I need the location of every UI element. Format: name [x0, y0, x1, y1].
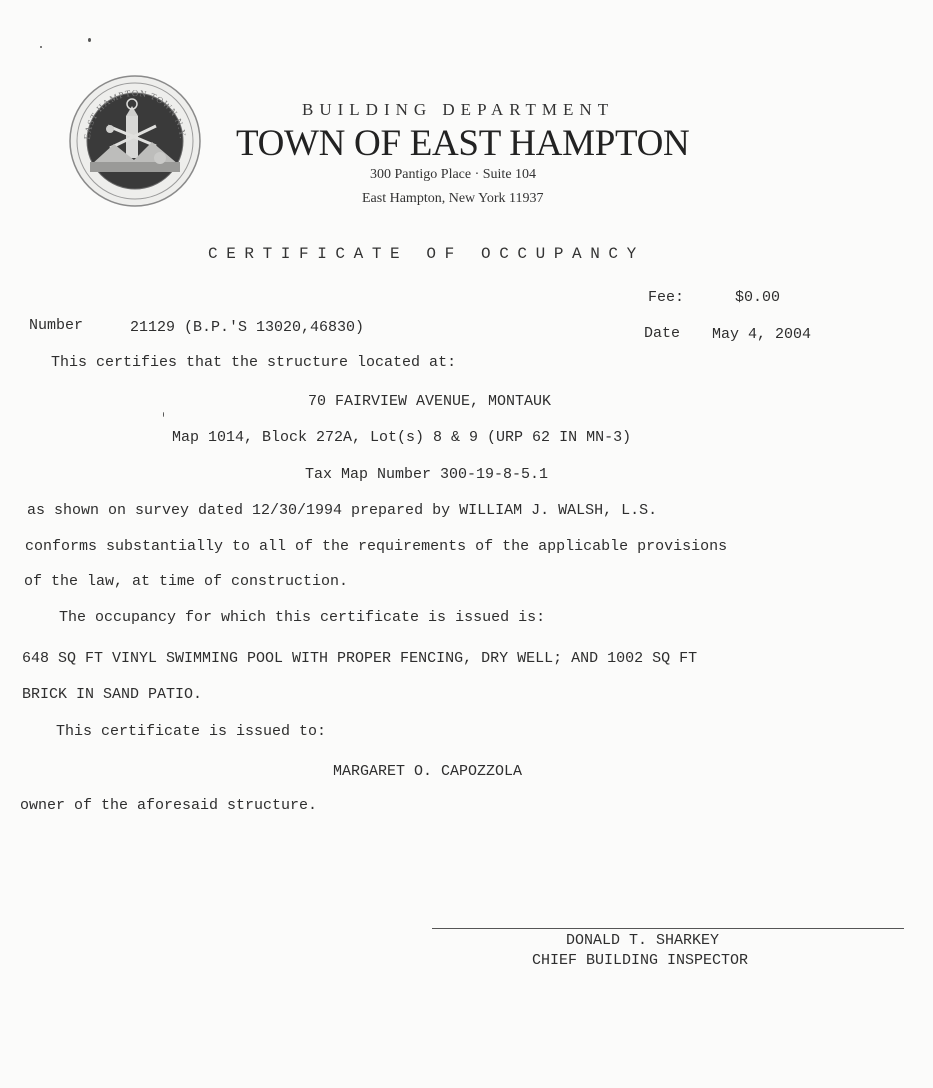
address-line-2: East Hampton, New York 11937: [362, 191, 544, 206]
number-value: 21129 (B.P.'S 13020,46830): [130, 319, 365, 336]
scan-speck: [163, 412, 164, 417]
occupancy-line-1: 648 SQ FT VINYL SWIMMING POOL WITH PROPER FENCING, DRY WELL; AND 1002 SQ FT: [22, 650, 698, 667]
town-seal-icon: [68, 74, 202, 208]
occupancy-intro: The occupancy for which this certificate is issued is:: [59, 609, 546, 626]
certificate-title: CERTIFICATE OF OCCUPANCY: [208, 245, 645, 263]
conforms-line-1: conforms substantially to all of the requirements of the applicable provisions: [25, 538, 728, 555]
certifies-line: This certifies that the structure located at:: [51, 354, 457, 371]
fee-label: Fee:: [648, 289, 685, 306]
issued-to-intro: This certificate is issued to:: [56, 723, 327, 740]
signature-line: [432, 928, 904, 929]
date-value: May 4, 2004: [712, 326, 812, 343]
number-label: Number: [29, 317, 84, 334]
tax-map-number: Tax Map Number 300-19-8-5.1: [305, 466, 549, 483]
scan-speck: [40, 46, 42, 48]
fee-value: $0.00: [735, 289, 781, 306]
location-map: Map 1014, Block 272A, Lot(s) 8 & 9 (URP 62 IN MN-3): [172, 429, 632, 446]
signer-name: DONALD T. SHARKEY: [566, 932, 720, 949]
address-line-1: 300 Pantigo Place · Suite 104: [370, 167, 537, 182]
seal-text: EAST HAMPTON TOWN N.Y.: [81, 87, 188, 140]
department-name: BUILDING DEPARTMENT: [302, 100, 615, 119]
owner-line: owner of the aforesaid structure.: [20, 797, 318, 814]
town-name: TOWN OF EAST HAMPTON: [236, 123, 690, 164]
conforms-line-2: of the law, at time of construction.: [24, 573, 349, 590]
occupancy-line-2: BRICK IN SAND PATIO.: [22, 686, 203, 703]
survey-line: as shown on survey dated 12/30/1994 prepared by WILLIAM J. WALSH, L.S.: [27, 502, 658, 519]
location-address: 70 FAIRVIEW AVENUE, MONTAUK: [308, 393, 552, 410]
date-label: Date: [644, 325, 681, 342]
scan-speck: [88, 38, 91, 42]
signer-title: CHIEF BUILDING INSPECTOR: [532, 952, 749, 969]
owner-name: MARGARET O. CAPOZZOLA: [333, 763, 523, 780]
